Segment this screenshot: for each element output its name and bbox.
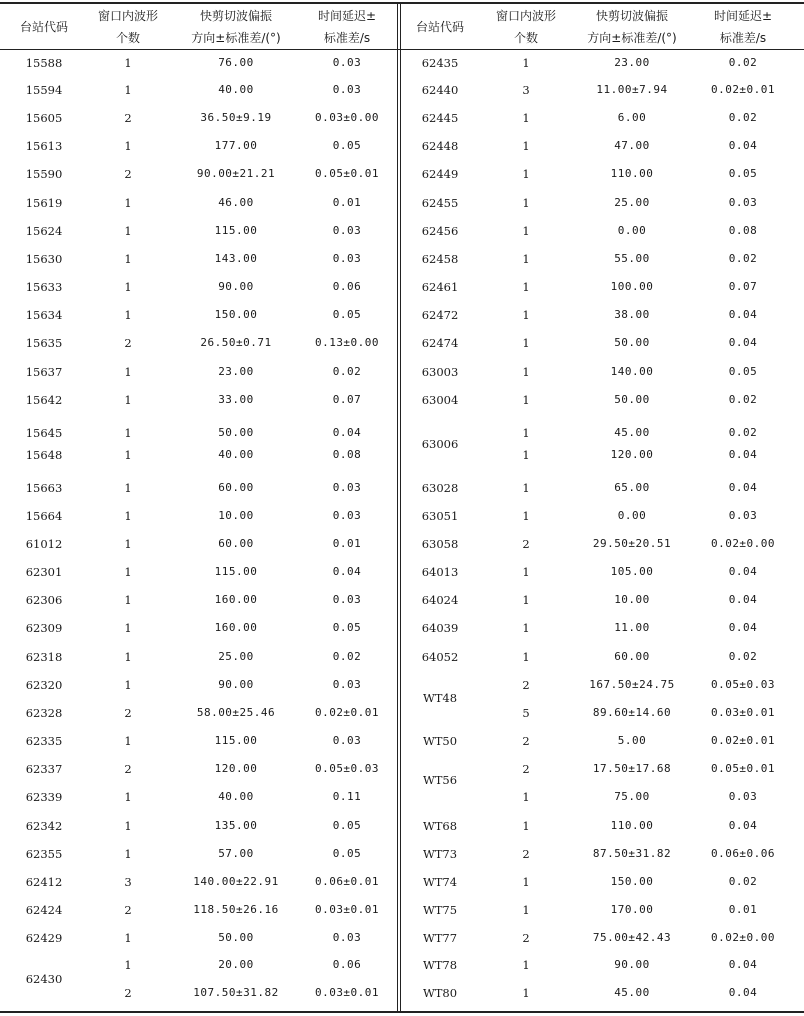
time-delay-cell: 0.11 bbox=[332, 790, 362, 803]
polarization-direction-cell: 46.00 bbox=[218, 196, 254, 209]
polarization-direction-cell: 100.00 bbox=[610, 280, 654, 293]
time-delay-cell: 0.03 bbox=[332, 481, 362, 494]
waveform-count-cell: 1 bbox=[522, 875, 530, 889]
header-count-line2: 个数 bbox=[513, 31, 539, 45]
polarization-direction-cell: 150.00 bbox=[214, 308, 258, 321]
waveform-count-cell: 1 bbox=[124, 565, 132, 579]
header-delay-line1: 时间延迟± bbox=[317, 9, 377, 23]
waveform-count-cell: 1 bbox=[522, 481, 530, 495]
waveform-count-cell: 1 bbox=[522, 790, 530, 804]
waveform-count-cell: 3 bbox=[124, 875, 132, 889]
time-delay-cell: 0.03 bbox=[728, 196, 758, 209]
polarization-direction-cell: 40.00 bbox=[218, 83, 254, 96]
polarization-direction-cell: 120.00 bbox=[214, 762, 258, 775]
time-delay-cell: 0.08 bbox=[728, 224, 758, 237]
polarization-direction-cell: 118.50±26.16 bbox=[193, 903, 279, 916]
waveform-count-cell: 1 bbox=[522, 252, 530, 266]
waveform-count-cell: 1 bbox=[522, 958, 530, 972]
time-delay-cell: 0.03±0.01 bbox=[710, 706, 776, 719]
station-code-cell: 62458 bbox=[421, 252, 459, 266]
station-code-cell: 15590 bbox=[25, 167, 63, 181]
waveform-count-cell: 1 bbox=[124, 734, 132, 748]
waveform-count-cell: 2 bbox=[522, 931, 530, 945]
header-count-line1: 窗口内波形 bbox=[495, 9, 557, 23]
polarization-direction-cell: 135.00 bbox=[214, 819, 258, 832]
waveform-count-cell: 1 bbox=[522, 593, 530, 607]
waveform-count-cell: 1 bbox=[124, 537, 132, 551]
station-code-cell: 63051 bbox=[421, 509, 459, 523]
station-code-cell: 62455 bbox=[421, 196, 459, 210]
time-delay-cell: 0.01 bbox=[332, 196, 362, 209]
table-top-rule bbox=[0, 2, 804, 4]
polarization-direction-cell: 29.50±20.51 bbox=[592, 537, 672, 550]
waveform-count-cell: 1 bbox=[124, 393, 132, 407]
station-code-cell: 63003 bbox=[421, 365, 459, 379]
station-code-cell: 62474 bbox=[421, 336, 459, 350]
time-delay-cell: 0.03±0.01 bbox=[314, 903, 380, 916]
waveform-count-cell: 1 bbox=[522, 565, 530, 579]
station-code-cell: WT48 bbox=[422, 691, 458, 705]
time-delay-cell: 0.05±0.03 bbox=[710, 678, 776, 691]
station-code-cell: 62309 bbox=[25, 621, 63, 635]
waveform-count-cell: 2 bbox=[124, 903, 132, 917]
table-bottom-rule bbox=[0, 1011, 804, 1013]
station-code-cell: 62424 bbox=[25, 903, 63, 917]
station-code-cell: 15633 bbox=[25, 280, 63, 294]
header-delay-right bbox=[714, 5, 772, 49]
station-code-cell: 61012 bbox=[25, 537, 63, 551]
waveform-count-cell: 3 bbox=[522, 83, 530, 97]
polarization-direction-cell: 90.00±21.21 bbox=[196, 167, 276, 180]
polarization-direction-cell: 167.50±24.75 bbox=[589, 678, 675, 691]
time-delay-cell: 0.02±0.01 bbox=[710, 83, 776, 96]
station-code-cell: 62320 bbox=[25, 678, 63, 692]
time-delay-cell: 0.01 bbox=[728, 903, 758, 916]
header-delay-line1: 时间延迟± bbox=[713, 9, 773, 23]
station-code-cell: 64024 bbox=[421, 593, 459, 607]
station-code-cell: WT78 bbox=[422, 958, 458, 972]
time-delay-cell: 0.03±0.01 bbox=[314, 986, 380, 999]
station-code-cell: 62429 bbox=[25, 931, 63, 945]
station-code-cell: WT80 bbox=[422, 986, 458, 1000]
time-delay-cell: 0.04 bbox=[728, 958, 758, 971]
waveform-count-cell: 1 bbox=[522, 111, 530, 125]
polarization-direction-cell: 87.50±31.82 bbox=[592, 847, 672, 860]
waveform-count-cell: 2 bbox=[522, 537, 530, 551]
header-direction-line2: 方向±标准差/(°) bbox=[191, 31, 281, 45]
polarization-direction-cell: 26.50±0.71 bbox=[200, 336, 272, 349]
header-station-right: 台站代码 bbox=[415, 20, 465, 34]
waveform-count-cell: 1 bbox=[124, 196, 132, 210]
waveform-count-cell: 1 bbox=[522, 336, 530, 350]
header-direction-line2: 方向±标准差/(°) bbox=[587, 31, 677, 45]
station-code-cell: WT56 bbox=[422, 773, 458, 787]
waveform-count-cell: 1 bbox=[522, 308, 530, 322]
waveform-count-cell: 1 bbox=[124, 83, 132, 97]
time-delay-cell: 0.08 bbox=[332, 448, 362, 461]
time-delay-cell: 0.02±0.00 bbox=[710, 931, 776, 944]
polarization-direction-cell: 160.00 bbox=[214, 593, 258, 606]
header-direction-line1: 快剪切波偏振 bbox=[199, 9, 272, 23]
polarization-direction-cell: 115.00 bbox=[214, 224, 258, 237]
time-delay-cell: 0.07 bbox=[332, 393, 362, 406]
time-delay-cell: 0.03 bbox=[332, 593, 362, 606]
polarization-direction-cell: 40.00 bbox=[218, 448, 254, 461]
station-code-cell: 15630 bbox=[25, 252, 63, 266]
waveform-count-cell: 1 bbox=[124, 252, 132, 266]
time-delay-cell: 0.03 bbox=[332, 83, 362, 96]
station-code-cell: 62445 bbox=[421, 111, 459, 125]
polarization-direction-cell: 11.00 bbox=[614, 621, 650, 634]
time-delay-cell: 0.03 bbox=[332, 252, 362, 265]
waveform-count-cell: 5 bbox=[522, 706, 530, 720]
time-delay-cell: 0.02 bbox=[332, 365, 362, 378]
time-delay-cell: 0.03 bbox=[728, 790, 758, 803]
waveform-count-cell: 1 bbox=[124, 481, 132, 495]
polarization-direction-cell: 110.00 bbox=[610, 167, 654, 180]
waveform-count-cell: 1 bbox=[124, 790, 132, 804]
column-divider-left bbox=[397, 2, 398, 1012]
waveform-count-cell: 1 bbox=[124, 931, 132, 945]
polarization-direction-cell: 170.00 bbox=[610, 903, 654, 916]
time-delay-cell: 0.06±0.01 bbox=[314, 875, 380, 888]
header-count-line1: 窗口内波形 bbox=[97, 9, 159, 23]
station-code-cell: 15613 bbox=[25, 139, 63, 153]
polarization-direction-cell: 160.00 bbox=[214, 621, 258, 634]
polarization-direction-cell: 60.00 bbox=[218, 481, 254, 494]
waveform-count-cell: 1 bbox=[124, 650, 132, 664]
polarization-direction-cell: 60.00 bbox=[614, 650, 650, 663]
station-code-cell: 15663 bbox=[25, 481, 63, 495]
waveform-count-cell: 1 bbox=[124, 426, 132, 440]
time-delay-cell: 0.05±0.03 bbox=[314, 762, 380, 775]
polarization-direction-cell: 50.00 bbox=[614, 336, 650, 349]
time-delay-cell: 0.02 bbox=[728, 252, 758, 265]
waveform-count-cell: 1 bbox=[124, 224, 132, 238]
polarization-direction-cell: 0.00 bbox=[617, 224, 647, 237]
time-delay-cell: 0.02 bbox=[728, 426, 758, 439]
polarization-direction-cell: 90.00 bbox=[614, 958, 650, 971]
station-code-cell: 62342 bbox=[25, 819, 63, 833]
polarization-direction-cell: 140.00 bbox=[610, 365, 654, 378]
station-code-cell: WT73 bbox=[422, 847, 458, 861]
station-code-cell: 62301 bbox=[25, 565, 63, 579]
time-delay-cell: 0.04 bbox=[728, 336, 758, 349]
waveform-count-cell: 1 bbox=[124, 280, 132, 294]
time-delay-cell: 0.04 bbox=[728, 593, 758, 606]
waveform-count-cell: 1 bbox=[124, 448, 132, 462]
station-code-cell: 63028 bbox=[421, 481, 459, 495]
station-code-cell: 62306 bbox=[25, 593, 63, 607]
waveform-count-cell: 1 bbox=[522, 280, 530, 294]
time-delay-cell: 0.05 bbox=[332, 847, 362, 860]
polarization-direction-cell: 50.00 bbox=[218, 931, 254, 944]
station-code-cell: 64013 bbox=[421, 565, 459, 579]
waveform-count-cell: 1 bbox=[124, 308, 132, 322]
station-code-cell: 15634 bbox=[25, 308, 63, 322]
time-delay-cell: 0.02 bbox=[728, 111, 758, 124]
time-delay-cell: 0.03 bbox=[332, 734, 362, 747]
polarization-direction-cell: 33.00 bbox=[218, 393, 254, 406]
waveform-count-cell: 1 bbox=[124, 621, 132, 635]
time-delay-cell: 0.06±0.06 bbox=[710, 847, 776, 860]
station-code-cell: 15624 bbox=[25, 224, 63, 238]
waveform-count-cell: 1 bbox=[124, 593, 132, 607]
station-code-cell: 62456 bbox=[421, 224, 459, 238]
time-delay-cell: 0.03±0.00 bbox=[314, 111, 380, 124]
time-delay-cell: 0.02 bbox=[728, 650, 758, 663]
polarization-direction-cell: 11.00±7.94 bbox=[596, 83, 668, 96]
station-code-cell: 62328 bbox=[25, 706, 63, 720]
station-code-cell: 63006 bbox=[421, 437, 459, 451]
waveform-count-cell: 1 bbox=[522, 819, 530, 833]
time-delay-cell: 0.05±0.01 bbox=[710, 762, 776, 775]
station-code-cell: 62435 bbox=[421, 56, 459, 70]
station-code-cell: 62472 bbox=[421, 308, 459, 322]
polarization-direction-cell: 50.00 bbox=[218, 426, 254, 439]
waveform-count-cell: 2 bbox=[124, 167, 132, 181]
polarization-direction-cell: 45.00 bbox=[614, 986, 650, 999]
waveform-count-cell: 1 bbox=[522, 393, 530, 407]
waveform-count-cell: 2 bbox=[522, 678, 530, 692]
polarization-direction-cell: 55.00 bbox=[614, 252, 650, 265]
waveform-count-cell: 1 bbox=[522, 224, 530, 238]
waveform-count-cell: 2 bbox=[522, 847, 530, 861]
station-code-cell: 15619 bbox=[25, 196, 63, 210]
waveform-count-cell: 1 bbox=[522, 650, 530, 664]
polarization-direction-cell: 10.00 bbox=[614, 593, 650, 606]
time-delay-cell: 0.04 bbox=[332, 565, 362, 578]
station-code-cell: 62335 bbox=[25, 734, 63, 748]
waveform-count-cell: 2 bbox=[124, 336, 132, 350]
time-delay-cell: 0.04 bbox=[728, 819, 758, 832]
time-delay-cell: 0.06 bbox=[332, 958, 362, 971]
time-delay-cell: 0.05 bbox=[332, 819, 362, 832]
time-delay-cell: 0.04 bbox=[728, 139, 758, 152]
polarization-direction-cell: 0.00 bbox=[617, 509, 647, 522]
polarization-direction-cell: 38.00 bbox=[614, 308, 650, 321]
waveform-count-cell: 1 bbox=[522, 365, 530, 379]
station-code-cell: WT50 bbox=[422, 734, 458, 748]
polarization-direction-cell: 115.00 bbox=[214, 565, 258, 578]
time-delay-cell: 0.03 bbox=[332, 56, 362, 69]
station-code-cell: 15605 bbox=[25, 111, 63, 125]
time-delay-cell: 0.05 bbox=[728, 365, 758, 378]
time-delay-cell: 0.02 bbox=[728, 56, 758, 69]
time-delay-cell: 0.07 bbox=[728, 280, 758, 293]
column-divider-right bbox=[400, 2, 401, 1012]
station-code-cell: 15594 bbox=[25, 83, 63, 97]
station-code-cell: 62440 bbox=[421, 83, 459, 97]
polarization-direction-cell: 45.00 bbox=[614, 426, 650, 439]
station-code-cell: 64039 bbox=[421, 621, 459, 635]
station-code-cell: 63004 bbox=[421, 393, 459, 407]
polarization-direction-cell: 5.00 bbox=[617, 734, 647, 747]
waveform-count-cell: 1 bbox=[522, 621, 530, 635]
station-code-cell: 64052 bbox=[421, 650, 459, 664]
polarization-direction-cell: 107.50±31.82 bbox=[193, 986, 279, 999]
header-count-left bbox=[98, 5, 158, 49]
polarization-direction-cell: 89.60±14.60 bbox=[592, 706, 672, 719]
polarization-direction-cell: 143.00 bbox=[214, 252, 258, 265]
time-delay-cell: 0.13±0.00 bbox=[314, 336, 380, 349]
header-bottom-rule bbox=[0, 49, 804, 50]
waveform-count-cell: 1 bbox=[522, 167, 530, 181]
polarization-direction-cell: 177.00 bbox=[214, 139, 258, 152]
time-delay-cell: 0.04 bbox=[728, 565, 758, 578]
waveform-count-cell: 2 bbox=[522, 734, 530, 748]
waveform-count-cell: 1 bbox=[522, 448, 530, 462]
time-delay-cell: 0.04 bbox=[332, 426, 362, 439]
polarization-direction-cell: 115.00 bbox=[214, 734, 258, 747]
time-delay-cell: 0.05 bbox=[332, 308, 362, 321]
time-delay-cell: 0.03 bbox=[332, 224, 362, 237]
station-code-cell: 62339 bbox=[25, 790, 63, 804]
time-delay-cell: 0.02 bbox=[332, 650, 362, 663]
polarization-direction-cell: 110.00 bbox=[610, 819, 654, 832]
polarization-direction-cell: 120.00 bbox=[610, 448, 654, 461]
polarization-direction-cell: 60.00 bbox=[218, 537, 254, 550]
polarization-direction-cell: 150.00 bbox=[610, 875, 654, 888]
waveform-count-cell: 1 bbox=[522, 56, 530, 70]
time-delay-cell: 0.02 bbox=[728, 875, 758, 888]
station-code-cell: 62461 bbox=[421, 280, 459, 294]
polarization-direction-cell: 105.00 bbox=[610, 565, 654, 578]
station-code-cell: 15645 bbox=[25, 426, 63, 440]
station-code-cell: 63058 bbox=[421, 537, 459, 551]
waveform-count-cell: 1 bbox=[522, 903, 530, 917]
polarization-direction-cell: 50.00 bbox=[614, 393, 650, 406]
time-delay-cell: 0.01 bbox=[332, 537, 362, 550]
polarization-direction-cell: 47.00 bbox=[614, 139, 650, 152]
waveform-count-cell: 1 bbox=[124, 847, 132, 861]
time-delay-cell: 0.02±0.01 bbox=[710, 734, 776, 747]
time-delay-cell: 0.02±0.01 bbox=[314, 706, 380, 719]
waveform-count-cell: 1 bbox=[124, 509, 132, 523]
waveform-count-cell: 1 bbox=[522, 509, 530, 523]
waveform-count-cell: 1 bbox=[522, 986, 530, 1000]
time-delay-cell: 0.05 bbox=[728, 167, 758, 180]
station-code-cell: 62430 bbox=[25, 972, 63, 986]
station-code-cell: 15637 bbox=[25, 365, 63, 379]
time-delay-cell: 0.03 bbox=[332, 678, 362, 691]
time-delay-cell: 0.03 bbox=[332, 931, 362, 944]
polarization-direction-cell: 20.00 bbox=[218, 958, 254, 971]
station-code-cell: 15642 bbox=[25, 393, 63, 407]
station-code-cell: 62448 bbox=[421, 139, 459, 153]
time-delay-cell: 0.05 bbox=[332, 139, 362, 152]
station-code-cell: 62449 bbox=[421, 167, 459, 181]
waveform-count-cell: 1 bbox=[522, 426, 530, 440]
polarization-direction-cell: 17.50±17.68 bbox=[592, 762, 672, 775]
waveform-count-cell: 1 bbox=[522, 139, 530, 153]
polarization-direction-cell: 23.00 bbox=[218, 365, 254, 378]
time-delay-cell: 0.04 bbox=[728, 308, 758, 321]
polarization-direction-cell: 76.00 bbox=[218, 56, 254, 69]
polarization-direction-cell: 75.00±42.43 bbox=[592, 931, 672, 944]
header-count-line2: 个数 bbox=[115, 31, 141, 45]
header-delay-line2: 标准差/s bbox=[323, 31, 371, 45]
header-delay-left bbox=[318, 5, 376, 49]
polarization-direction-cell: 75.00 bbox=[614, 790, 650, 803]
station-code-cell: WT77 bbox=[422, 931, 458, 945]
waveform-count-cell: 1 bbox=[124, 365, 132, 379]
station-code-cell: 62412 bbox=[25, 875, 63, 889]
station-code-cell: 62337 bbox=[25, 762, 63, 776]
polarization-direction-cell: 57.00 bbox=[218, 847, 254, 860]
polarization-direction-cell: 58.00±25.46 bbox=[196, 706, 276, 719]
time-delay-cell: 0.04 bbox=[728, 481, 758, 494]
station-code-cell: WT74 bbox=[422, 875, 458, 889]
waveform-count-cell: 2 bbox=[124, 706, 132, 720]
time-delay-cell: 0.03 bbox=[332, 509, 362, 522]
polarization-direction-cell: 65.00 bbox=[614, 481, 650, 494]
time-delay-cell: 0.02±0.00 bbox=[710, 537, 776, 550]
polarization-direction-cell: 6.00 bbox=[617, 111, 647, 124]
waveform-count-cell: 2 bbox=[124, 762, 132, 776]
polarization-direction-cell: 10.00 bbox=[218, 509, 254, 522]
polarization-direction-cell: 40.00 bbox=[218, 790, 254, 803]
station-code-cell: 62355 bbox=[25, 847, 63, 861]
waveform-count-cell: 1 bbox=[124, 678, 132, 692]
polarization-direction-cell: 140.00±22.91 bbox=[193, 875, 279, 888]
waveform-count-cell: 2 bbox=[522, 762, 530, 776]
polarization-direction-cell: 90.00 bbox=[218, 678, 254, 691]
station-code-cell: 15635 bbox=[25, 336, 63, 350]
polarization-direction-cell: 25.00 bbox=[614, 196, 650, 209]
time-delay-cell: 0.02 bbox=[728, 393, 758, 406]
waveform-count-cell: 2 bbox=[124, 111, 132, 125]
time-delay-cell: 0.04 bbox=[728, 621, 758, 634]
station-code-cell: 15664 bbox=[25, 509, 63, 523]
station-code-cell: 15588 bbox=[25, 56, 63, 70]
station-code-cell: 62318 bbox=[25, 650, 63, 664]
header-delay-line2: 标准差/s bbox=[719, 31, 767, 45]
waveform-count-cell: 2 bbox=[124, 986, 132, 1000]
header-station-left: 台站代码 bbox=[19, 20, 69, 34]
header-direction-right bbox=[587, 5, 676, 49]
time-delay-cell: 0.04 bbox=[728, 448, 758, 461]
time-delay-cell: 0.05 bbox=[332, 621, 362, 634]
time-delay-cell: 0.06 bbox=[332, 280, 362, 293]
polarization-direction-cell: 90.00 bbox=[218, 280, 254, 293]
waveform-count-cell: 1 bbox=[522, 196, 530, 210]
header-direction-left bbox=[191, 5, 280, 49]
waveform-count-cell: 1 bbox=[124, 56, 132, 70]
header-count-right bbox=[496, 5, 556, 49]
polarization-direction-cell: 23.00 bbox=[614, 56, 650, 69]
station-code-cell: 15648 bbox=[25, 448, 63, 462]
time-delay-cell: 0.03 bbox=[728, 509, 758, 522]
time-delay-cell: 0.04 bbox=[728, 986, 758, 999]
waveform-count-cell: 1 bbox=[124, 139, 132, 153]
station-code-cell: WT75 bbox=[422, 903, 458, 917]
station-code-cell: WT68 bbox=[422, 819, 458, 833]
time-delay-cell: 0.05±0.01 bbox=[314, 167, 380, 180]
header-direction-line1: 快剪切波偏振 bbox=[595, 9, 668, 23]
waveform-count-cell: 1 bbox=[124, 958, 132, 972]
polarization-direction-cell: 25.00 bbox=[218, 650, 254, 663]
polarization-direction-cell: 36.50±9.19 bbox=[200, 111, 272, 124]
waveform-count-cell: 1 bbox=[124, 819, 132, 833]
